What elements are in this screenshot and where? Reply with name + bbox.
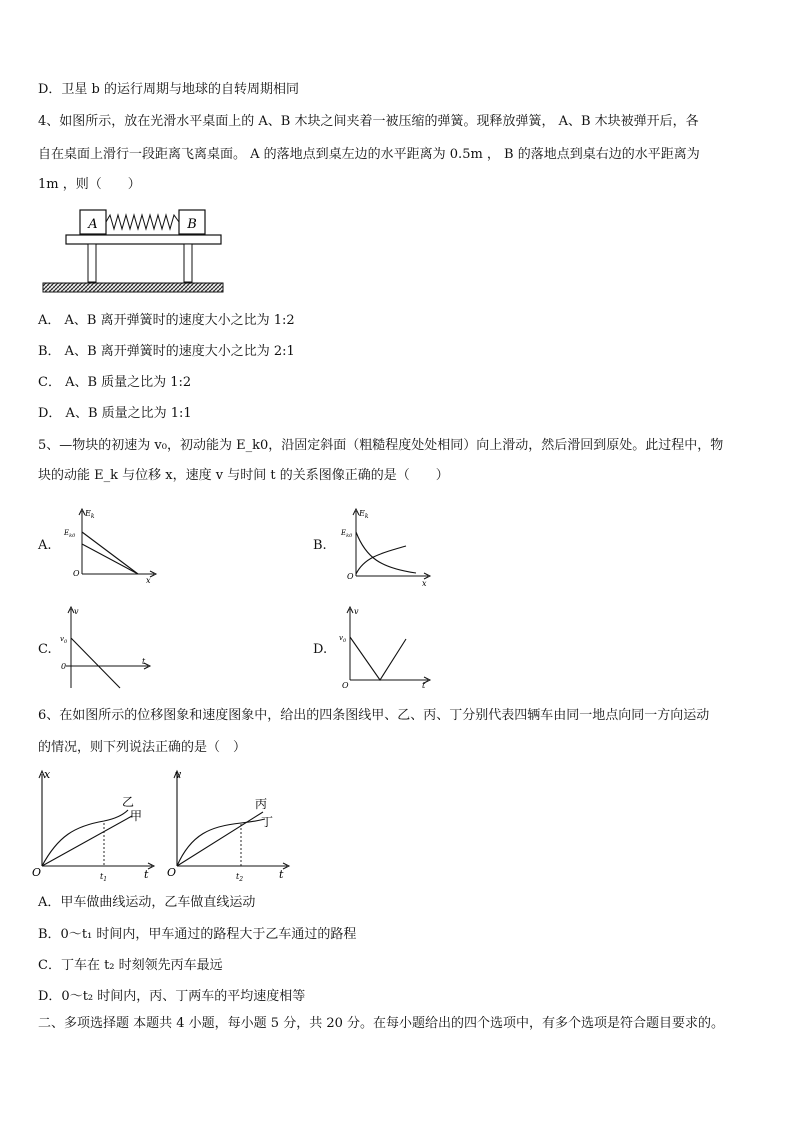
svg-text:v: v — [175, 768, 182, 781]
q6-option-c: C．丁车在 t₂ 时刻领先丙车最远 — [38, 958, 223, 973]
svg-text:x: x — [422, 579, 427, 588]
svg-text:Ek: $E_k$ — [359, 509, 369, 520]
curve-bing-line — [177, 812, 263, 866]
section-2-heading: 二、多项选择题 本题共 4 小题，每小题 5 分，共 20 分。在每小题给出的四个选项中，有多个选项是符合题目要求的。 — [38, 1016, 725, 1031]
svg-text:t: t — [142, 657, 146, 666]
q5-stem-line1: 5、—物块的初速为 v₀，初动能为 E_k0，沿固定斜面（粗糙程度处处相同）向上滑动，然后滑回到原处。此过程中，物 — [38, 438, 724, 453]
svg-text:v0: $v_0$ — [339, 634, 347, 644]
svg-text:v0: $v_0$ — [60, 635, 68, 645]
q4-option-a: A． A、B 离开弹簧时的速度大小之比为 1:2 — [38, 313, 295, 328]
q6-stem-line1: 6、在如图所示的位移图象和速度图象中，给出的四条图线甲、乙、丙、丁分别代表四辆车由同一地点向同一方向运动 — [38, 708, 710, 723]
svg-text:Ek0: $E_{k0}$ — [64, 529, 76, 539]
q5-label-d: D. — [313, 642, 328, 657]
svg-text:0: 0 — [61, 662, 67, 671]
previous-option-d: D．卫星 b 的运行周期与地球的自转周期相同 — [38, 82, 300, 97]
q4-stem-line3: 1m ，则（ ） — [38, 177, 141, 192]
q5-label-b: B. — [313, 538, 327, 553]
table-leg-right — [184, 244, 192, 282]
svg-text:O: O — [342, 681, 349, 690]
q6-option-d: D．0～t₂ 时间内，丙、丁两车的平均速度相等 — [38, 989, 306, 1004]
block-b-label: B — [187, 217, 197, 232]
curve-label-jia: 甲 — [130, 809, 143, 823]
table-top — [66, 235, 221, 244]
svg-text:O: O — [32, 866, 42, 879]
q6-option-a: A．甲车做曲线运动，乙车做直线运动 — [38, 895, 256, 910]
svg-text:x: x — [44, 768, 51, 781]
q5-graph-c — [56, 604, 156, 690]
curve-label-bing: 丙 — [255, 797, 268, 811]
curve-ding-line — [177, 819, 265, 866]
svg-text:t: t — [279, 868, 284, 881]
q5-graph-b — [336, 506, 436, 590]
q5-graph-a — [62, 506, 162, 586]
q4-option-c: C． A、B 质量之比为 1:2 — [38, 375, 192, 390]
compressed-spring — [106, 215, 179, 229]
q6-displacement-graph — [30, 766, 160, 884]
svg-text:O: O — [347, 572, 354, 581]
svg-text:t: t — [422, 681, 426, 690]
table-leg-left — [88, 244, 96, 282]
svg-text:t: t — [144, 868, 149, 881]
q5-label-a: A. — [38, 538, 52, 553]
q5-label-c: C. — [38, 642, 52, 657]
curve-jia-line — [42, 816, 132, 866]
curve-yi-line — [42, 810, 128, 866]
q6-stem-line2: 的情况，则下列说法正确的是（ ） — [38, 740, 247, 755]
svg-text:Ek: $E_k$ — [85, 509, 95, 520]
q4-spring-blocks-figure — [40, 205, 230, 297]
q5-graph-d — [336, 604, 436, 690]
q5-stem-line2: 块的动能 E_k 与位移 x，速度 v 与时间 t 的关系图像正确的是（ ） — [38, 468, 449, 483]
curve-label-yi: 乙 — [122, 795, 135, 809]
q6-option-b: B．0～t₁ 时间内，甲车通过的路程大于乙车通过的路程 — [38, 927, 357, 942]
q4-option-d: D． A、B 质量之比为 1:1 — [38, 406, 192, 421]
svg-text:v: v — [354, 607, 359, 616]
svg-text:Ek0: $E_{k0}$ — [341, 529, 353, 539]
ground — [43, 283, 223, 292]
svg-text:t1: $t_1$ — [100, 872, 108, 883]
svg-text:v: v — [74, 607, 79, 616]
svg-text:O: O — [73, 569, 80, 578]
curve-label-ding: 丁 — [261, 815, 274, 829]
svg-text:t2: $t_2$ — [236, 872, 244, 883]
block-a-label: A — [88, 217, 98, 232]
q4-option-b: B． A、B 离开弹簧时的速度大小之比为 2:1 — [38, 344, 295, 359]
svg-text:O: O — [167, 866, 177, 879]
q4-stem-line2: 自在桌面上滑行一段距离飞离桌面。 A 的落地点到桌左边的水平距离为 0.5m ， B 的落地点到桌右边的水平距离为 — [38, 147, 700, 162]
q4-stem-line1: 4、如图所示，放在光滑水平桌面上的 A、B 木块之间夹着一被压缩的弹簧。现释放弹簧， A、B 木块被弹开后，各 — [38, 114, 699, 129]
q6-velocity-graph — [165, 766, 295, 884]
svg-text:x: x — [146, 576, 151, 585]
